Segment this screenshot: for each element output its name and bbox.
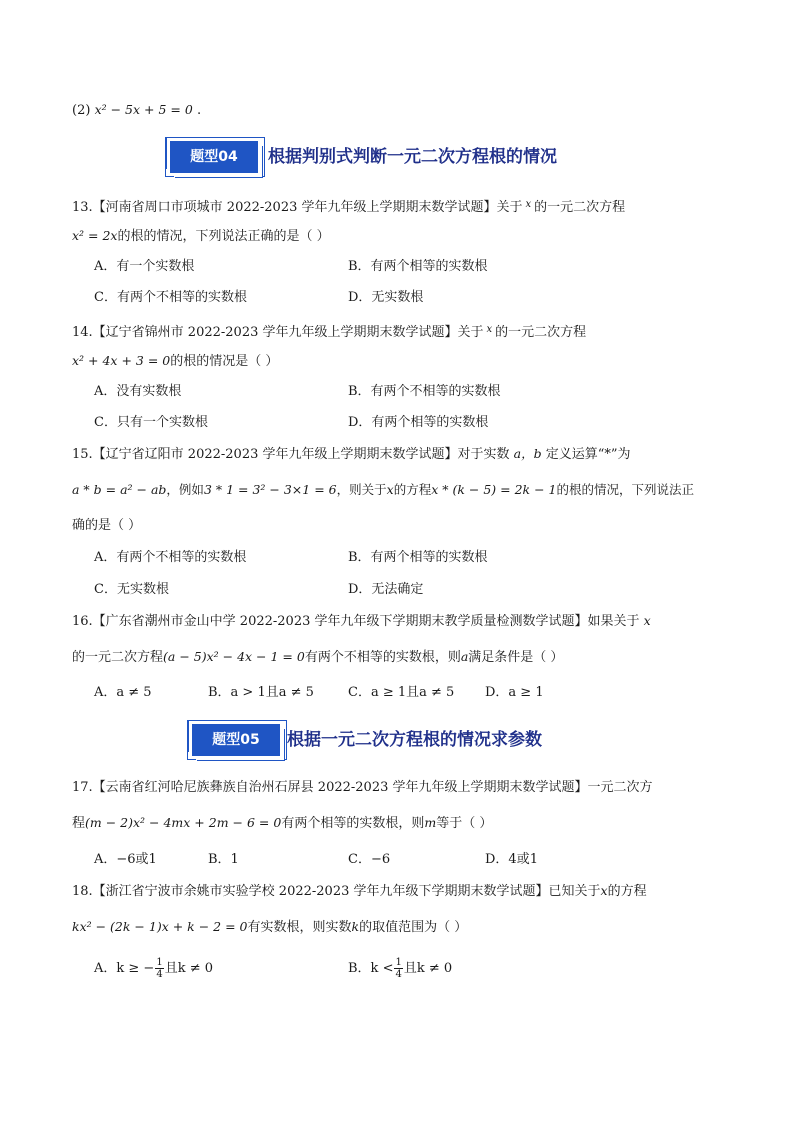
option-b[interactable]: B．有两个相等的实数根 xyxy=(348,550,488,565)
question-16-stem xyxy=(72,612,651,631)
section-banner-05 xyxy=(192,724,612,760)
option-b[interactable]: B．有两个不相等的实数根 xyxy=(348,384,501,399)
question-text: 的根的情况是（ ） xyxy=(170,354,279,369)
question-16-line2 xyxy=(72,648,563,667)
option-text: 且k ≠ 0 xyxy=(164,961,214,976)
question-18-line2 xyxy=(72,918,467,937)
question-text: 有两个不相等的实数根，则 xyxy=(304,650,461,665)
option-text: B．k < xyxy=(348,961,394,976)
question-text: 定义运算“*”为 xyxy=(545,447,631,462)
variable: x xyxy=(486,324,493,335)
question-15-stem xyxy=(72,445,631,464)
question-text: ，则关于 xyxy=(336,482,387,497)
option-a[interactable]: A．有两个不相等的实数根 xyxy=(94,550,247,565)
question-source: 14.【辽宁省锦州市 2022-2023 学年九年级上学期期末数学试题】关于 xyxy=(72,325,484,340)
fraction xyxy=(394,957,402,980)
question-text: 的一元二次方程 xyxy=(72,650,164,665)
equation: 3 * 1 = 3² − 3×1 = 6 xyxy=(203,482,337,497)
section-title: 根据一元二次方程根的情况求参数 xyxy=(287,730,542,750)
variables: a，b xyxy=(513,446,542,461)
question-18-stem xyxy=(72,882,647,901)
fraction xyxy=(155,957,163,980)
question-text: 的一元二次方程 xyxy=(495,325,587,340)
equation: x * (k − 5) = 2k − 1 xyxy=(431,482,557,497)
option-text: A．k ≥ − xyxy=(94,961,155,976)
option-b[interactable]: B．有两个相等的实数根 xyxy=(348,259,488,274)
section-banner-04 xyxy=(170,141,610,177)
question-text: 的方程 xyxy=(607,884,647,899)
question-text: 的根的情况，下列说法正 xyxy=(556,482,694,497)
denominator: 4 xyxy=(156,969,163,980)
question-text: 的方程 xyxy=(393,482,432,497)
question-13-stem xyxy=(72,196,625,217)
option-a[interactable]: A．有一个实数根 xyxy=(94,259,195,274)
option-a[interactable] xyxy=(94,956,213,982)
variable: x xyxy=(600,883,608,898)
question-17-line2 xyxy=(72,814,492,833)
question-text: 程 xyxy=(72,816,86,831)
denominator: 4 xyxy=(395,969,402,980)
question-source: 16.【广东省潮州市金山中学 2022-2023 学年九年级下学期期末教学质量检测数学试题】如果关于 xyxy=(72,614,640,629)
question-13-line2 xyxy=(72,227,330,246)
question-text: 的取值范围为（ ） xyxy=(359,920,468,935)
option-b[interactable] xyxy=(348,956,452,982)
question-14-stem xyxy=(72,321,586,342)
item-label: (2) xyxy=(72,103,91,118)
question-text: 的一元二次方程 xyxy=(534,200,626,215)
equation: a * b = a² − ab xyxy=(72,482,167,497)
option-d[interactable]: D．无实数根 xyxy=(348,290,424,305)
question-15-line2 xyxy=(72,481,694,499)
question-text: 有两个相等的实数根，则 xyxy=(281,816,425,831)
question-17-stem: 17.【云南省红河哈尼族彝族自治州石屏县 2022-2023 学年九年级上学期期末数学试题】一元二次方 xyxy=(72,780,653,795)
option-a[interactable]: A．没有实数根 xyxy=(94,384,182,399)
question-14-line2 xyxy=(72,352,278,371)
option-text: 且k ≠ 0 xyxy=(403,961,453,976)
option-d[interactable]: D．a ≥ 1 xyxy=(485,685,544,700)
option-b[interactable]: B．1 xyxy=(208,852,239,867)
prev-item xyxy=(72,101,201,120)
question-source: 13.【河南省周口市项城市 2022-2023 学年九年级上学期期末数学试题】关于 xyxy=(72,200,523,215)
variable: x xyxy=(643,613,651,628)
option-d[interactable]: D．有两个相等的实数根 xyxy=(348,415,489,430)
option-c[interactable]: C．无实数根 xyxy=(94,582,169,597)
option-c[interactable]: C．有两个不相等的实数根 xyxy=(94,290,247,305)
option-a[interactable]: A．−6或1 xyxy=(94,852,157,867)
section-badge: 题型05 xyxy=(192,724,280,756)
question-source: 15.【辽宁省辽阳市 2022-2023 学年九年级上学期期末数学试题】对于实数 xyxy=(72,447,510,462)
question-15-line3: 确的是（ ） xyxy=(72,518,142,533)
question-text: 有实数根，则实数 xyxy=(247,920,352,935)
question-text: ，例如 xyxy=(166,482,204,497)
equation: kx² − (2k − 1)x + k − 2 = 0 xyxy=(72,919,248,934)
equation: x² + 4x + 3 = 0 xyxy=(72,353,171,368)
equation: x² = 2x xyxy=(72,228,118,243)
option-d[interactable]: D．无法确定 xyxy=(348,582,424,597)
variable: x xyxy=(386,482,394,497)
option-a[interactable]: A．a ≠ 5 xyxy=(94,685,152,700)
question-text: 的根的情况，下列说法正确的是（ ） xyxy=(117,229,330,244)
variable: a xyxy=(460,649,469,664)
variable: k xyxy=(351,919,360,934)
option-d[interactable]: D．4或1 xyxy=(485,852,538,867)
option-c[interactable]: C．a ≥ 1且a ≠ 5 xyxy=(348,685,455,700)
option-c[interactable]: C．只有一个实数根 xyxy=(94,415,208,430)
equation: x² − 5x + 5 = 0 xyxy=(94,102,193,117)
section-title: 根据判别式判断一元二次方程根的情况 xyxy=(268,147,557,167)
period: . xyxy=(196,103,202,118)
numerator: 1 xyxy=(156,957,163,968)
option-b[interactable]: B．a > 1且a ≠ 5 xyxy=(208,685,314,700)
equation: (m − 2)x² − 4mx + 2m − 6 = 0 xyxy=(85,815,282,830)
variable: x xyxy=(525,199,532,210)
section-badge: 题型04 xyxy=(170,141,258,173)
variable: m xyxy=(424,815,437,830)
equation: (a − 5)x² − 4x − 1 = 0 xyxy=(163,649,305,664)
question-text: 满足条件是（ ） xyxy=(468,650,564,665)
numerator: 1 xyxy=(395,957,402,968)
question-source: 18.【浙江省宁波市余姚市实验学校 2022-2023 学年九年级下学期期末数学试题】已知关于 xyxy=(72,884,601,899)
question-text: 等于（ ） xyxy=(436,816,493,831)
option-c[interactable]: C．−6 xyxy=(348,852,391,867)
